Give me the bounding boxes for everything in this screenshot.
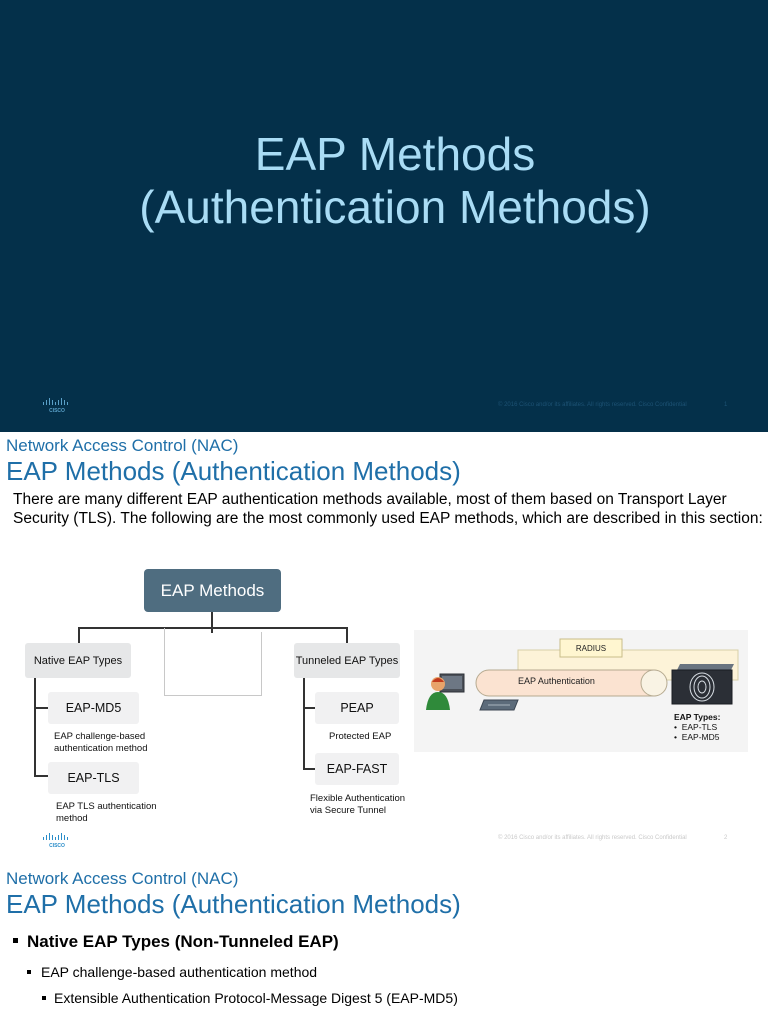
bullet-marker: [13, 938, 18, 943]
eap-md5-description: [54, 731, 147, 755]
description-line: EAP TLS authentication: [56, 801, 157, 812]
bullet-text: Native EAP Types (Non-Tunneled EAP): [27, 932, 339, 951]
eap-types-list: [674, 712, 720, 742]
description-line: Protected EAP: [329, 731, 392, 742]
connector: [34, 707, 48, 709]
slide-heading: EAP Methods (Authentication Methods): [6, 456, 461, 486]
eap-fast-box: EAP-FAST: [315, 753, 399, 785]
fingerprint-server-icon: [670, 662, 736, 706]
eap-tls-box: EAP-TLS: [48, 762, 139, 794]
cisco-logo-icon: [42, 832, 72, 848]
slide-title: [0, 128, 768, 234]
user-laptop-icon: [422, 670, 466, 712]
eap-tls-description: [56, 801, 157, 825]
bullet-level3: [42, 990, 458, 1006]
connector: [303, 707, 315, 709]
connector: [34, 775, 48, 777]
tunneled-eap-types-box: Tunneled EAP Types: [294, 643, 400, 678]
description-line: authentication method: [54, 743, 148, 754]
bullet-text: EAP challenge-based authentication method: [41, 964, 318, 980]
connector: [78, 627, 348, 629]
peap-box: PEAP: [315, 692, 399, 724]
eap-authentication-diagram: [414, 630, 748, 752]
eap-type-label: EAP-MD5: [681, 732, 720, 742]
description-line: EAP challenge-based: [54, 731, 146, 742]
eap-methods-root: EAP Methods: [144, 569, 281, 612]
section-kicker: Network Access Control (NAC): [6, 869, 239, 888]
copyright-text: © 2016 Cisco and/or its affiliates. All rights reserved. Cisco Confidential: [498, 402, 687, 408]
title-slide: [0, 0, 768, 432]
eap-authentication-label: EAP Authentication: [518, 676, 595, 686]
slide-heading: EAP Methods (Authentication Methods): [6, 889, 461, 919]
eap-md5-box: EAP-MD5: [48, 692, 139, 724]
peap-description: [329, 731, 391, 743]
connector: [164, 628, 165, 696]
slide-title-line1: EAP Methods: [254, 128, 536, 180]
connector: [34, 678, 36, 776]
eap-types-title: EAP Types:: [674, 712, 721, 722]
eap-fast-description: [310, 793, 405, 817]
connector: [164, 695, 262, 696]
connector: [261, 632, 262, 696]
page-number: 2: [724, 835, 728, 841]
slide-title-line2: (Authentication Methods): [139, 181, 651, 233]
description-line: method: [56, 813, 88, 824]
connector: [211, 611, 213, 633]
cisco-logo-icon: [42, 397, 72, 413]
bullet-text: Extensible Authentication Protocol-Message Digest 5 (EAP-MD5): [54, 990, 458, 1006]
radius-label: RADIUS: [575, 643, 607, 653]
bullet-marker: [42, 996, 46, 1000]
description-line: via Secure Tunnel: [310, 805, 387, 816]
connector: [303, 768, 315, 770]
eap-type-item: • EAP-TLS: [674, 722, 718, 732]
page-number: 1: [724, 402, 728, 408]
svg-text:CISCO: CISCO: [49, 843, 65, 848]
connector: [346, 627, 348, 643]
bullet-level2: [27, 964, 317, 980]
bullet-level1: [13, 932, 339, 952]
eap-type-item: • EAP-MD5: [674, 732, 720, 742]
intro-paragraph: There are many different EAP authentication methods available, most of them based on Transport Layer Security (TLS). The following are the most commonly used EAP methods, which are described in this section:: [13, 491, 763, 527]
copyright-text: © 2016 Cisco and/or its affiliates. All rights reserved. Cisco Confidential: [498, 835, 687, 841]
description-line: Flexible Authentication: [310, 793, 406, 804]
svg-text:CISCO: CISCO: [49, 408, 65, 413]
switch-icon: [478, 698, 522, 714]
native-eap-types-box: Native EAP Types: [25, 643, 131, 678]
eap-type-label: EAP-TLS: [681, 722, 718, 732]
section-kicker: Network Access Control (NAC): [6, 436, 239, 455]
content-slide-3: [0, 864, 768, 1024]
connector: [303, 678, 305, 770]
connector: [78, 627, 80, 643]
bullet-marker: [27, 970, 31, 974]
